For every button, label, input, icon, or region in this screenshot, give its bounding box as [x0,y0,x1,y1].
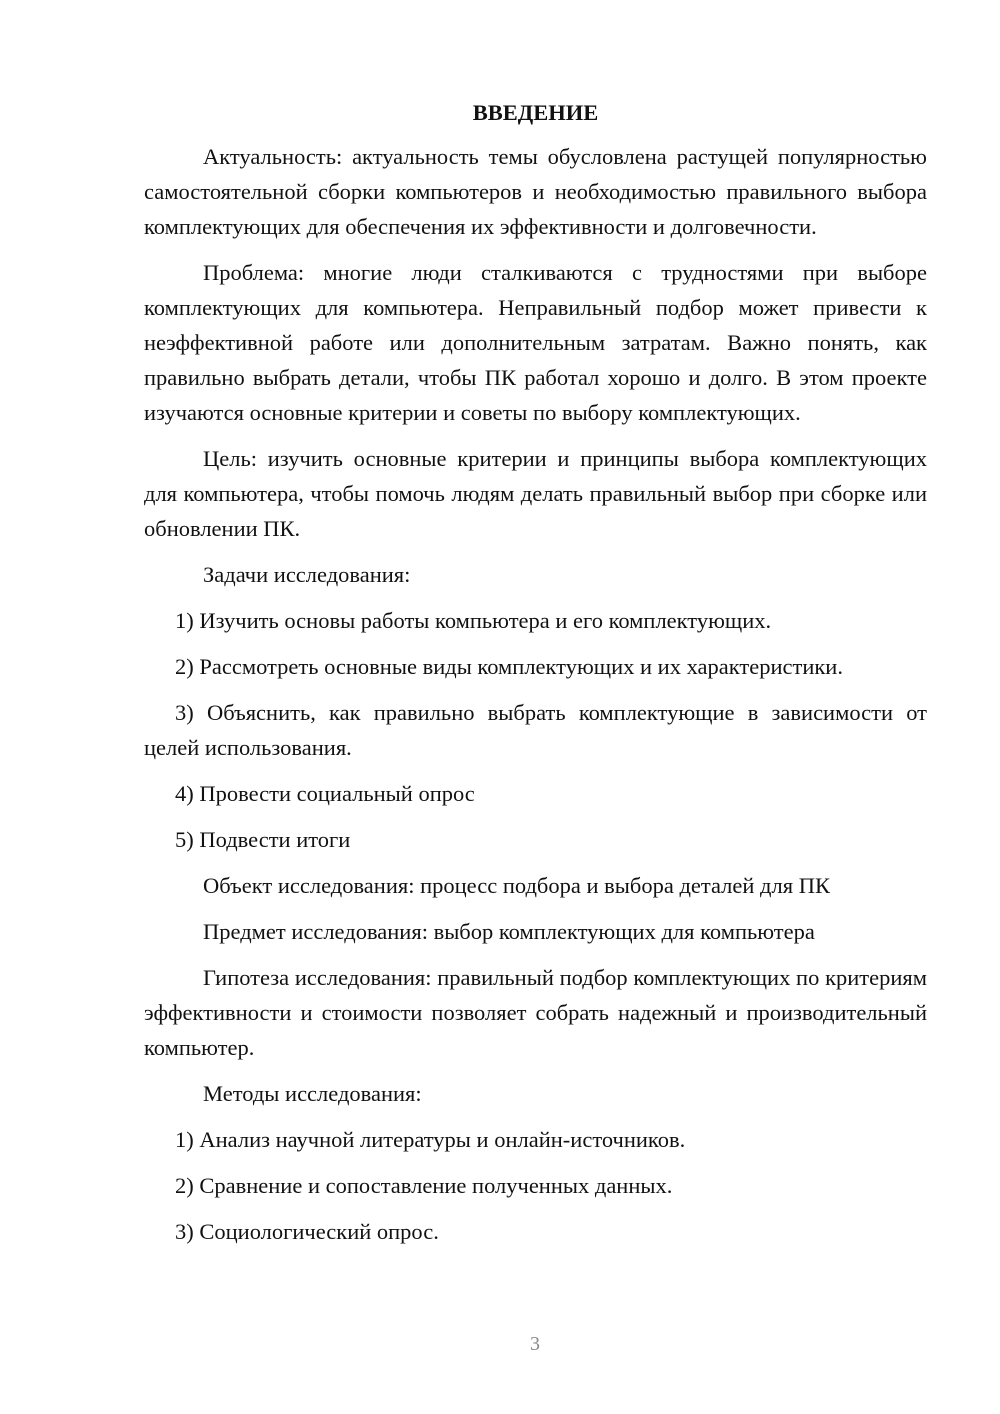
problem-paragraph: Проблема: многие люди сталкиваются с трудностями при выборе комплектующих для компьютера. Неправильный подбор может привести к неэффективной работе или дополнительным затратам. Важно понять, как правильно выбрать детали, чтобы ПК работал хорошо и долго. В этом проекте изучаются основные критерии и советы по выбору комплектующих. [144,260,927,425]
method-item: 1) Анализ научной литературы и онлайн-источников. [175,1127,686,1152]
research-object: Объект исследования: процесс подбора и выбора деталей для ПК [203,873,830,898]
page-number: 3 [530,1333,540,1355]
tasks-heading: Задачи исследования: [203,562,411,587]
methods-heading: Методы исследования: [203,1081,422,1106]
task-item: 5) Подвести итоги [175,827,351,852]
method-item: 2) Сравнение и сопоставление полученных данных. [175,1173,673,1198]
task-item: 3) Объяснить, как правильно выбрать комплектующие в зависимости от целей использования. [144,700,927,760]
task-item: 1) Изучить основы работы компьютера и его комплектующих. [175,608,772,633]
page-title: ВВЕДЕНИЕ [472,100,599,125]
method-item: 3) Социологический опрос. [175,1219,439,1244]
relevance-paragraph: Актуальность: актуальность темы обусловлена растущей популярностью самостоятельной сборки компьютеров и необходимостью правильного выбора комплектующих для обеспечения их эффективности и долговечности. [144,144,927,239]
task-item: 4) Провести социальный опрос [175,781,475,806]
task-item: 2) Рассмотреть основные виды комплектующих и их характеристики. [175,654,843,679]
hypothesis-paragraph: Гипотеза исследования: правильный подбор комплектующих по критериям эффективности и стоимости позволяет собрать надежный и производительный компьютер. [144,965,927,1060]
page-content [144,95,927,1260]
research-subject: Предмет исследования: выбор комплектующих для компьютера [203,919,815,944]
goal-paragraph: Цель: изучить основные критерии и принципы выбора комплектующих для компьютера, чтобы помочь людям делать правильный выбор при сборке или обновлении ПК. [144,446,927,541]
